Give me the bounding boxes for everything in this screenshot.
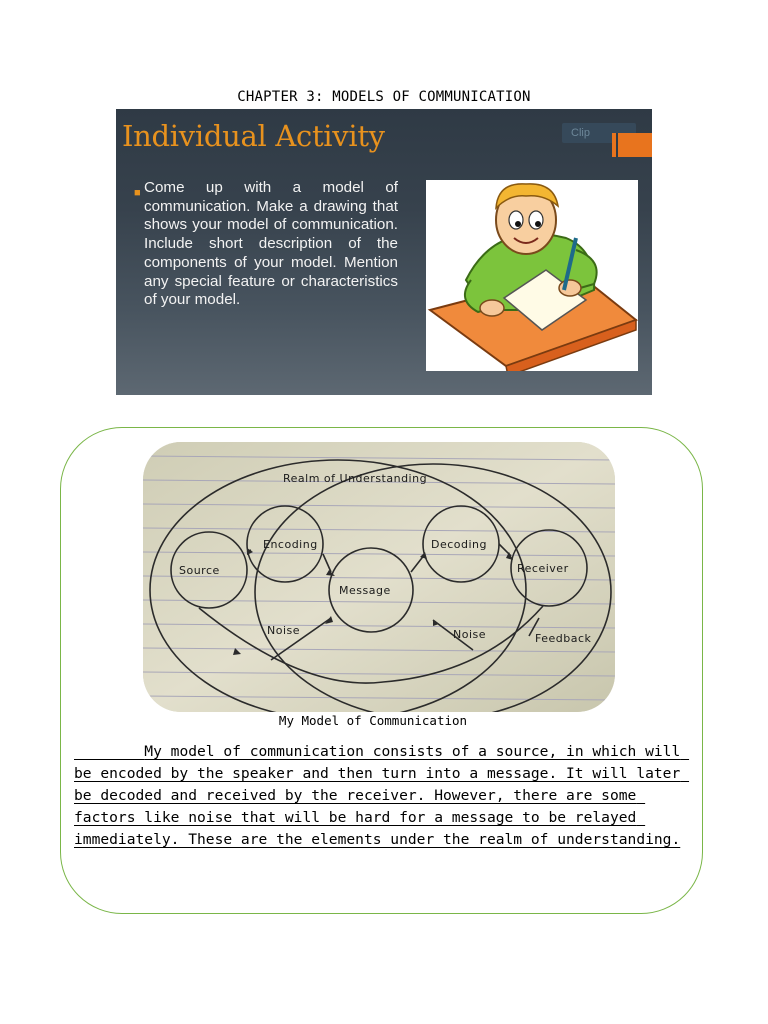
- label-decoding: Decoding: [431, 538, 488, 551]
- label-noise-right: Noise: [453, 628, 487, 641]
- label-receiver: Receiver: [517, 562, 569, 575]
- label-source: Source: [179, 564, 220, 577]
- student-writing-illustration: [426, 180, 638, 371]
- bullet-icon: ■: [134, 187, 141, 199]
- description-paragraph: My model of communication consists of a source, in which will be encoded by the speaker and then turn into a message. It will later be decoded and received by the receiver. However, there are some factors like noise that will be hard for a message to be relayed immediately. These are the elements under the realm of understanding.: [74, 743, 690, 848]
- slide-bullet-text: Come up with a model of communication. Make a drawing that shows your model of communication. Include short description of the components of your model. Mention any special feature or characteristics of your model.: [144, 179, 398, 309]
- slide-title: Individual Activity: [122, 119, 385, 153]
- accent-bar: [612, 133, 652, 157]
- communication-model-drawing: [143, 442, 615, 712]
- chapter-title: CHAPTER 3: MODELS OF COMMUNICATION: [237, 89, 531, 105]
- label-feedback: Feedback: [535, 632, 592, 645]
- clip-badge[interactable]: Clip: [562, 123, 636, 143]
- activity-slide: [116, 109, 652, 395]
- label-noise-left: Noise: [267, 624, 301, 637]
- label-message: Message: [339, 584, 391, 597]
- figure-caption: My Model of Communication: [278, 713, 468, 728]
- label-realm: Realm of Understanding: [283, 472, 428, 485]
- label-encoding: Encoding: [263, 538, 318, 551]
